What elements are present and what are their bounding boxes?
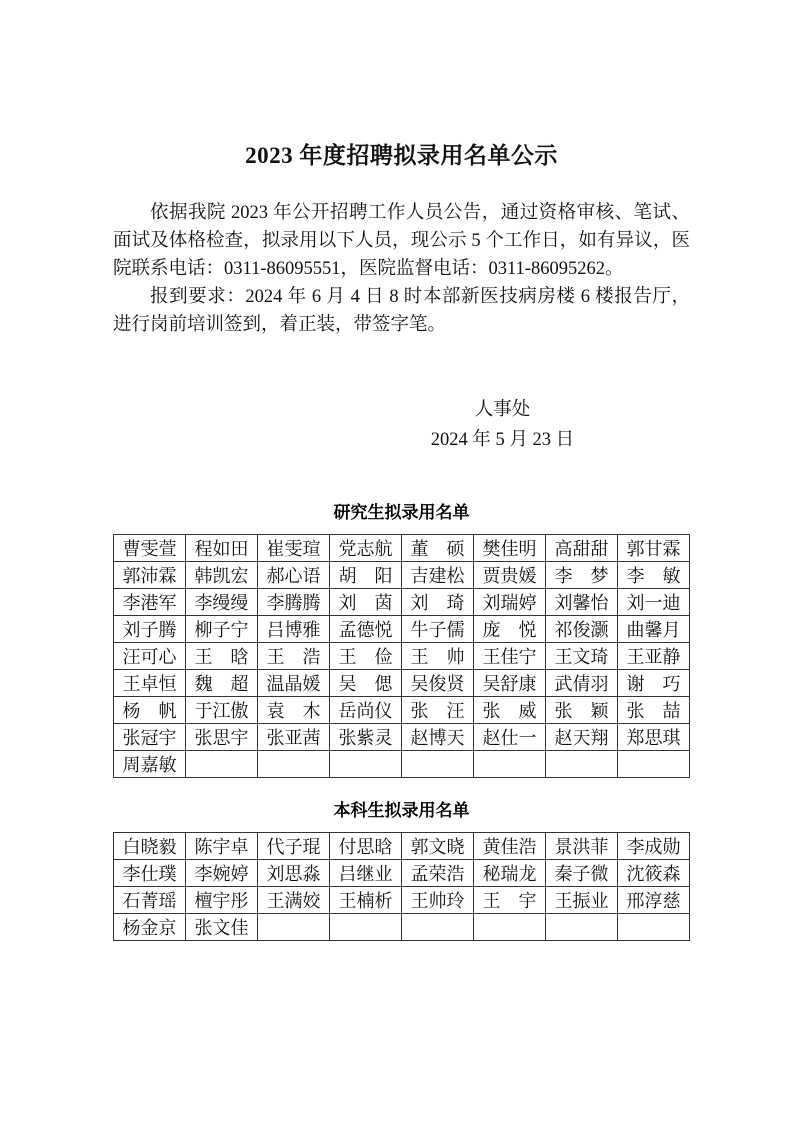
name-cell: 吴 偲: [330, 670, 402, 697]
name-cell: 王佳宁: [474, 643, 546, 670]
name-cell: [546, 751, 618, 778]
name-cell: 魏 超: [186, 670, 258, 697]
name-cell: 杨金京: [114, 914, 186, 941]
name-cell: 董 硕: [402, 535, 474, 562]
name-cell: 付思晗: [330, 833, 402, 860]
name-cell: 孟荣浩: [402, 860, 474, 887]
table-row: [114, 616, 690, 643]
name-cell: 谢 巧: [618, 670, 690, 697]
name-cell: [546, 914, 618, 941]
name-cell: 李 敏: [618, 562, 690, 589]
document-content: [113, 0, 690, 941]
name-cell: 郭文晓: [402, 833, 474, 860]
undergraduate-name-table: [113, 832, 690, 941]
name-cell: 祁俊灏: [546, 616, 618, 643]
name-cell: [402, 751, 474, 778]
name-cell: 陈宇卓: [186, 833, 258, 860]
name-cell: 赵天翔: [546, 724, 618, 751]
name-cell: 刘思淼: [258, 860, 330, 887]
name-cell: 武倩羽: [546, 670, 618, 697]
graduate-name-table: [113, 534, 690, 778]
table-row: [114, 860, 690, 887]
name-cell: 赵博天: [402, 724, 474, 751]
name-cell: 刘子腾: [114, 616, 186, 643]
name-cell: 张思宇: [186, 724, 258, 751]
name-cell: 韩凯宏: [186, 562, 258, 589]
name-cell: 樊佳明: [474, 535, 546, 562]
name-cell: 崔雯瑄: [258, 535, 330, 562]
name-cell: 王 宇: [474, 887, 546, 914]
name-cell: [258, 914, 330, 941]
table-row: [114, 589, 690, 616]
name-cell: 曲馨月: [618, 616, 690, 643]
name-cell: 张 威: [474, 697, 546, 724]
name-cell: 檀宇彤: [186, 887, 258, 914]
name-cell: [474, 914, 546, 941]
name-cell: 杨 帆: [114, 697, 186, 724]
name-cell: 高甜甜: [546, 535, 618, 562]
name-cell: 孟德悦: [330, 616, 402, 643]
table-row: [114, 535, 690, 562]
graduate-list-heading: 研究生拟录用名单: [333, 503, 470, 522]
name-cell: 袁 木: [258, 697, 330, 724]
name-cell: 刘 茵: [330, 589, 402, 616]
name-cell: 秘瑞龙: [474, 860, 546, 887]
name-cell: 吉建松: [402, 562, 474, 589]
name-cell: [258, 751, 330, 778]
name-cell: 王文琦: [546, 643, 618, 670]
name-cell: 王满姣: [258, 887, 330, 914]
name-cell: [474, 751, 546, 778]
name-cell: 岳尚仪: [330, 697, 402, 724]
table-row: [114, 697, 690, 724]
name-cell: 吴舒康: [474, 670, 546, 697]
intro-paragraph: 依据我院 2023 年公开招聘工作人员公告，通过资格审核、笔试、面试及体格检查，拟录用以下人员，现公示 5 个工作日，如有异议，医院联系电话：0311-86095551，医院监督电话：0311-86095262。: [113, 203, 690, 279]
name-cell: 沈筱森: [618, 860, 690, 887]
name-cell: 于江傲: [186, 697, 258, 724]
name-cell: 刘 琦: [402, 589, 474, 616]
name-cell: [330, 751, 402, 778]
name-cell: 王楠析: [330, 887, 402, 914]
table-row: [114, 751, 690, 778]
name-cell: 刘馨怡: [546, 589, 618, 616]
name-cell: 程如田: [186, 535, 258, 562]
name-cell: 王 帅: [402, 643, 474, 670]
name-cell: 王 晗: [186, 643, 258, 670]
name-cell: 秦子微: [546, 860, 618, 887]
name-cell: 李 梦: [546, 562, 618, 589]
table-row: [114, 887, 690, 914]
name-cell: 张紫灵: [330, 724, 402, 751]
name-cell: 郝心语: [258, 562, 330, 589]
name-cell: 吕博雅: [258, 616, 330, 643]
name-cell: 牛子儒: [402, 616, 474, 643]
name-cell: 吕继业: [330, 860, 402, 887]
name-cell: 吴俊贤: [402, 670, 474, 697]
signature-date: 2024 年 5 月 23 日: [430, 430, 575, 450]
name-cell: 黄佳浩: [474, 833, 546, 860]
name-cell: 张冠宇: [114, 724, 186, 751]
name-cell: 王亚静: [618, 643, 690, 670]
page-title: 2023 年度招聘拟录用名单公示: [245, 143, 558, 168]
name-cell: [186, 751, 258, 778]
name-cell: 郑思琪: [618, 724, 690, 751]
table-row: [114, 562, 690, 589]
report-requirements-paragraph: 报到要求：2024 年 6 月 4 日 8 时本部新医技病房楼 6 楼报告厅，进行岗前培训签到，着正装，带签字笔。: [113, 287, 690, 335]
name-cell: 石菁瑶: [114, 887, 186, 914]
name-cell: 代子琨: [258, 833, 330, 860]
name-cell: 王 浩: [258, 643, 330, 670]
name-cell: 白晓毅: [114, 833, 186, 860]
name-cell: 张亚茜: [258, 724, 330, 751]
name-cell: 赵仕一: [474, 724, 546, 751]
name-cell: 王振业: [546, 887, 618, 914]
name-cell: 刘一迪: [618, 589, 690, 616]
name-cell: 汪可心: [114, 643, 186, 670]
name-cell: 李仕璞: [114, 860, 186, 887]
name-cell: 邢淳慈: [618, 887, 690, 914]
name-cell: 温晶媛: [258, 670, 330, 697]
name-cell: 曹雯萱: [114, 535, 186, 562]
name-cell: [618, 751, 690, 778]
name-cell: 郭沛霖: [114, 562, 186, 589]
undergraduate-list-heading: 本科生拟录用名单: [333, 801, 470, 820]
signature-department: 人事处: [474, 400, 531, 420]
name-cell: 柳子宁: [186, 616, 258, 643]
name-cell: 李港军: [114, 589, 186, 616]
name-cell: 庞 悦: [474, 616, 546, 643]
name-cell: [618, 914, 690, 941]
name-cell: 张 汪: [402, 697, 474, 724]
name-cell: 胡 阳: [330, 562, 402, 589]
table-row: [114, 833, 690, 860]
name-cell: 刘瑞婷: [474, 589, 546, 616]
name-cell: 贾贵媛: [474, 562, 546, 589]
name-cell: 周嘉敏: [114, 751, 186, 778]
name-cell: 景洪菲: [546, 833, 618, 860]
name-cell: [402, 914, 474, 941]
table-row: [114, 914, 690, 941]
table-row: [114, 670, 690, 697]
signature-block: [315, 395, 690, 455]
name-cell: 李成勋: [618, 833, 690, 860]
table-row: [114, 643, 690, 670]
name-cell: 郭甘霖: [618, 535, 690, 562]
name-cell: 党志航: [330, 535, 402, 562]
name-cell: 李婉婷: [186, 860, 258, 887]
name-cell: 王帅玲: [402, 887, 474, 914]
name-cell: 王卓恒: [114, 670, 186, 697]
name-cell: 张 颖: [546, 697, 618, 724]
table-row: [114, 724, 690, 751]
name-cell: 张 喆: [618, 697, 690, 724]
name-cell: [330, 914, 402, 941]
name-cell: 张文佳: [186, 914, 258, 941]
name-cell: 李腾腾: [258, 589, 330, 616]
name-cell: 李缦缦: [186, 589, 258, 616]
name-cell: 王 俭: [330, 643, 402, 670]
